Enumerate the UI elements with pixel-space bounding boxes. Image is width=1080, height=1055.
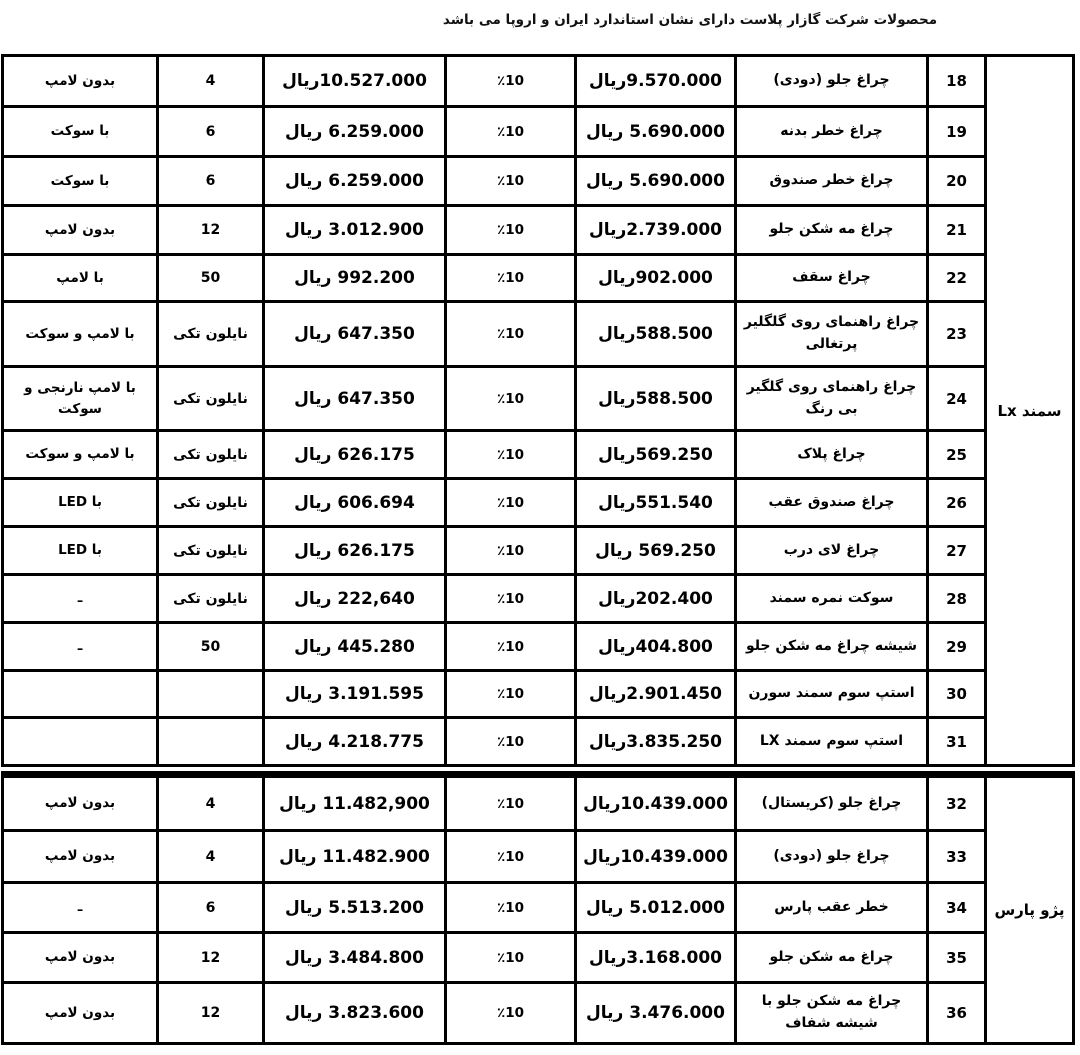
table-row <box>3 775 1074 831</box>
packaging-cell: 12 <box>158 983 264 1044</box>
lamp-type-cell: با سوکت <box>3 107 158 157</box>
price-after-cell: 626.175 ریال <box>264 431 446 479</box>
product-name-cell: چراغ صندوق عقب <box>736 479 928 527</box>
percent-value: ٪10 <box>496 222 525 238</box>
lamp-type-cell: با لامپ و سوکت <box>3 431 158 479</box>
price-before-cell: 569.250 ریال <box>576 527 736 575</box>
packaging-cell: 6 <box>158 883 264 933</box>
percent-value: ٪10 <box>496 446 525 463</box>
row-number-cell: 31 <box>928 718 986 766</box>
increase-percent-cell <box>446 983 576 1044</box>
price-after-cell: 5.513.200 ریال <box>264 883 446 933</box>
row-number-cell: 22 <box>928 255 986 302</box>
product-name-cell: چراغ خطر بدنه <box>736 107 928 157</box>
table-row <box>3 831 1074 883</box>
row-number-cell: 21 <box>928 206 986 255</box>
price-after-cell: 222,640 ریال <box>264 575 446 623</box>
packaging-cell: نایلون تکی <box>158 431 264 479</box>
lamp-type-cell: ـ <box>3 883 158 933</box>
table-row <box>3 206 1074 255</box>
row-number-cell: 23 <box>928 302 986 367</box>
percent-value: ٪10 <box>496 638 525 655</box>
row-number-cell: 35 <box>928 933 986 983</box>
increase-percent-cell <box>446 56 576 107</box>
table-row <box>3 255 1074 302</box>
increase-percent-cell <box>446 933 576 983</box>
row-number-cell: 33 <box>928 831 986 883</box>
table-row <box>3 983 1074 1044</box>
packaging-cell: 4 <box>158 831 264 883</box>
product-name-cell: استپ سوم سمند سورن <box>736 671 928 718</box>
packaging-cell: نایلون تکی <box>158 527 264 575</box>
percent-value: ٪10 <box>496 270 525 286</box>
percent-value: ٪10 <box>496 494 525 511</box>
price-before-cell: 5.690.000 ریال <box>576 107 736 157</box>
lamp-type-cell: بدون لامپ <box>3 775 158 831</box>
product-name-cell: چراغ مه شکن جلو <box>736 933 928 983</box>
price-after-cell: 3.484.800 ریال <box>264 933 446 983</box>
packaging-cell: 4 <box>158 775 264 831</box>
packaging-cell: 12 <box>158 933 264 983</box>
percent-value: ٪10 <box>496 542 525 559</box>
percent-value: ٪10 <box>496 73 525 89</box>
increase-percent-cell <box>446 575 576 623</box>
product-name-cell: چراغ جلو (کریستال) <box>736 775 928 831</box>
packaging-cell: نایلون تکی <box>158 575 264 623</box>
increase-percent-cell <box>446 255 576 302</box>
product-name-cell: چراغ مه شکن جلو با شیشه شفاف <box>736 983 928 1044</box>
product-name-cell: چراغ جلو (دودی) <box>736 56 928 107</box>
packaging-cell: 50 <box>158 255 264 302</box>
price-before-cell: 3.476.000 ریال <box>576 983 736 1044</box>
table-row <box>3 479 1074 527</box>
packaging-cell: 6 <box>158 157 264 206</box>
price-before-cell: 10.439.000ریال <box>576 831 736 883</box>
table-row <box>3 623 1074 671</box>
price-table-peugeot-pars <box>1 771 1075 1045</box>
price-before-cell: 404.800ریال <box>576 623 736 671</box>
price-before-cell: 3.835.250ریال <box>576 718 736 766</box>
product-name-cell: چراغ راهنمای روی گلگیر بی رنگ <box>736 367 928 431</box>
packaging-cell: 50 <box>158 623 264 671</box>
price-after-cell: 3.823.600 ریال <box>264 983 446 1044</box>
increase-percent-cell <box>446 157 576 206</box>
table-row <box>3 671 1074 718</box>
price-after-cell: 4.218.775 ریال <box>264 718 446 766</box>
table-row <box>3 302 1074 367</box>
product-name-cell: چراغ راهنمای روی گلگلیر پرتغالی <box>736 302 928 367</box>
price-before-cell: 902.000ریال <box>576 255 736 302</box>
percent-value: ٪10 <box>496 123 525 140</box>
lamp-type-cell: با لامپ و سوکت <box>3 302 158 367</box>
row-number-cell: 25 <box>928 431 986 479</box>
percent-value: ٪10 <box>496 795 525 812</box>
price-before-cell: 2.901.450ریال <box>576 671 736 718</box>
price-after-cell: 11.482,900 ریال <box>264 775 446 831</box>
increase-percent-cell <box>446 883 576 933</box>
lamp-type-cell: با LED <box>3 527 158 575</box>
lamp-type-cell: بدون لامپ <box>3 983 158 1044</box>
product-name-cell: چراغ خطر صندوق <box>736 157 928 206</box>
percent-value: ٪10 <box>496 949 525 966</box>
percent-value: ٪10 <box>496 390 525 407</box>
price-before-cell: 10.439.000ریال <box>576 775 736 831</box>
lamp-type-cell: با لامپ نارنجی و سوکت <box>3 367 158 431</box>
packaging-cell: 6 <box>158 107 264 157</box>
table-row <box>3 883 1074 933</box>
price-after-cell: 992.200 ریال <box>264 255 446 302</box>
price-after-cell: 10.527.000ریال <box>264 56 446 107</box>
packaging-cell: 12 <box>158 206 264 255</box>
price-after-cell: 647.350 ریال <box>264 367 446 431</box>
percent-value: ٪10 <box>496 173 525 189</box>
price-before-cell: 3.168.000ریال <box>576 933 736 983</box>
product-name-cell: چراغ سقف <box>736 255 928 302</box>
lamp-type-cell: ـ <box>3 623 158 671</box>
row-number-cell: 29 <box>928 623 986 671</box>
price-after-cell: 647.350 ریال <box>264 302 446 367</box>
table-row <box>3 107 1074 157</box>
lamp-type-cell: با LED <box>3 479 158 527</box>
lamp-type-cell: با سوکت <box>3 157 158 206</box>
packaging-cell <box>158 718 264 766</box>
increase-percent-cell <box>446 302 576 367</box>
price-after-cell: 6.259.000 ریال <box>264 157 446 206</box>
increase-percent-cell <box>446 367 576 431</box>
car-model-cell: پژو پارس <box>986 775 1074 1044</box>
row-number-cell: 36 <box>928 983 986 1044</box>
product-name-cell: چراغ لای درب <box>736 527 928 575</box>
price-table-samand-lx <box>1 54 1075 767</box>
price-before-cell: 9.570.000ریال <box>576 56 736 107</box>
row-number-cell: 27 <box>928 527 986 575</box>
price-before-cell: 5.012.000 ریال <box>576 883 736 933</box>
row-number-cell: 28 <box>928 575 986 623</box>
price-after-cell: 606.694 ریال <box>264 479 446 527</box>
price-after-cell: 445.280 ریال <box>264 623 446 671</box>
packaging-cell: نایلون تکی <box>158 367 264 431</box>
percent-value: ٪10 <box>496 326 525 342</box>
price-before-cell: 588.500ریال <box>576 302 736 367</box>
lamp-type-cell <box>3 718 158 766</box>
row-number-cell: 32 <box>928 775 986 831</box>
price-before-cell: 202.400ریال <box>576 575 736 623</box>
price-table-container <box>4 54 1075 1045</box>
increase-percent-cell <box>446 718 576 766</box>
page-title: محصولات شرکت گازار پلاست دارای نشان استاندارد ایران و اروپا می باشد <box>442 12 938 28</box>
increase-percent-cell <box>446 206 576 255</box>
percent-value: ٪10 <box>496 686 525 702</box>
product-name-cell: سوکت نمره سمند <box>736 575 928 623</box>
product-name-cell: استپ سوم سمند LX <box>736 718 928 766</box>
increase-percent-cell <box>446 107 576 157</box>
lamp-type-cell: ـ <box>3 575 158 623</box>
row-number-cell: 19 <box>928 107 986 157</box>
percent-value: ٪10 <box>496 899 525 916</box>
packaging-cell: 4 <box>158 56 264 107</box>
table-row <box>3 527 1074 575</box>
table-row <box>3 718 1074 766</box>
table-row <box>3 367 1074 431</box>
row-number-cell: 34 <box>928 883 986 933</box>
lamp-type-cell <box>3 671 158 718</box>
row-number-cell: 18 <box>928 56 986 107</box>
increase-percent-cell <box>446 431 576 479</box>
lamp-type-cell: بدون لامپ <box>3 831 158 883</box>
percent-value: ٪10 <box>496 848 525 865</box>
lamp-type-cell: با لامپ <box>3 255 158 302</box>
increase-percent-cell <box>446 831 576 883</box>
product-name-cell: چراغ جلو (دودی) <box>736 831 928 883</box>
row-number-cell: 20 <box>928 157 986 206</box>
percent-value: ٪10 <box>496 1005 525 1021</box>
price-after-cell: 3.012.900 ریال <box>264 206 446 255</box>
price-before-cell: 551.540ریال <box>576 479 736 527</box>
table-row <box>3 56 1074 107</box>
price-before-cell: 588.500ریال <box>576 367 736 431</box>
product-name-cell: شیشه چراغ مه شکن جلو <box>736 623 928 671</box>
increase-percent-cell <box>446 527 576 575</box>
increase-percent-cell <box>446 623 576 671</box>
table-row <box>3 431 1074 479</box>
lamp-type-cell: بدون لامپ <box>3 56 158 107</box>
percent-value: ٪10 <box>496 590 525 607</box>
product-name-cell: چراغ مه شکن جلو <box>736 206 928 255</box>
packaging-cell: نایلون تکی <box>158 479 264 527</box>
increase-percent-cell <box>446 775 576 831</box>
price-after-cell: 11.482.900 ریال <box>264 831 446 883</box>
table-row <box>3 933 1074 983</box>
price-before-cell: 2.739.000ریال <box>576 206 736 255</box>
price-before-cell: 5.690.000 ریال <box>576 157 736 206</box>
row-number-cell: 30 <box>928 671 986 718</box>
product-name-cell: خطر عقب پارس <box>736 883 928 933</box>
table-row <box>3 157 1074 206</box>
price-before-cell: 569.250ریال <box>576 431 736 479</box>
packaging-cell <box>158 671 264 718</box>
car-model-cell: سمند Lx <box>986 56 1074 766</box>
increase-percent-cell <box>446 479 576 527</box>
percent-value: ٪10 <box>496 733 525 750</box>
packaging-cell: نایلون تکی <box>158 302 264 367</box>
price-after-cell: 6.259.000 ریال <box>264 107 446 157</box>
row-number-cell: 24 <box>928 367 986 431</box>
price-after-cell: 3.191.595 ریال <box>264 671 446 718</box>
lamp-type-cell: بدون لامپ <box>3 933 158 983</box>
product-name-cell: چراغ پلاک <box>736 431 928 479</box>
row-number-cell: 26 <box>928 479 986 527</box>
increase-percent-cell <box>446 671 576 718</box>
lamp-type-cell: بدون لامپ <box>3 206 158 255</box>
price-after-cell: 626.175 ریال <box>264 527 446 575</box>
table-row <box>3 575 1074 623</box>
